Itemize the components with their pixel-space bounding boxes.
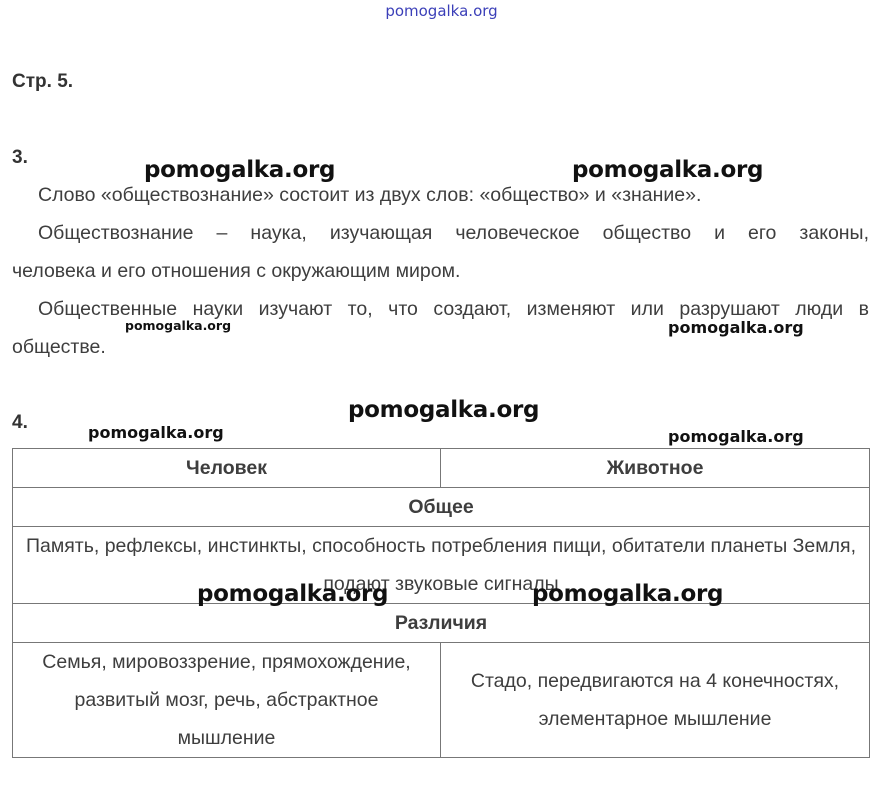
task-3-paragraph-2: Обществознание – наука, изучающая человеческое общество и его законы, xyxy=(38,222,869,244)
human-traits-cell: Семья, мировоззрение, прямохождение, развитый мозг, речь, абстрактное мышление xyxy=(13,643,441,758)
watermark: pomogalka.org xyxy=(532,581,724,607)
task-3-paragraph-2-cont: человека и его отношения с окружающим миром. xyxy=(12,260,461,282)
watermark: pomogalka.org xyxy=(144,157,336,183)
differences-section-row xyxy=(13,604,870,643)
task-3-paragraph-3: Общественные науки изучают то, что создают, изменяют или разрушают люди в xyxy=(38,298,869,320)
general-section-header: Общее xyxy=(13,488,870,527)
watermark: pomogalka.org xyxy=(668,318,804,337)
task-3-number: 3. xyxy=(12,147,28,168)
watermark: pomogalka.org xyxy=(197,581,389,607)
animal-traits-cell: Стадо, передвигаются на 4 конечностях, элементарное мышление xyxy=(441,643,870,758)
page-label: Стр. 5. xyxy=(12,71,74,92)
watermark: pomogalka.org xyxy=(668,427,804,446)
watermark: pomogalka.org xyxy=(88,423,224,442)
task-4-number: 4. xyxy=(12,412,28,433)
table-header-row xyxy=(13,449,870,488)
task-3-paragraph-3-cont: обществе. xyxy=(12,336,106,358)
general-traits-cell: Память, рефлексы, инстинкты, способность потребления пищи, обитатели планеты Земля, подают звуковые сигналы xyxy=(13,527,870,604)
differences-content-row xyxy=(13,643,870,758)
general-section-row xyxy=(13,488,870,527)
differences-section-header: Различия xyxy=(13,604,870,643)
watermark: pomogalka.org xyxy=(125,318,232,333)
comparison-table xyxy=(12,448,870,758)
watermark: pomogalka.org xyxy=(348,397,540,423)
top-watermark: pomogalka.org xyxy=(385,2,498,20)
task-3-paragraph-1: Слово «обществознание» состоит из двух слов: «общество» и «знание». xyxy=(38,184,702,206)
column-header-human: Человек xyxy=(13,449,441,488)
watermark: pomogalka.org xyxy=(572,157,764,183)
general-content-row xyxy=(13,527,870,604)
column-header-animal: Животное xyxy=(441,449,870,488)
